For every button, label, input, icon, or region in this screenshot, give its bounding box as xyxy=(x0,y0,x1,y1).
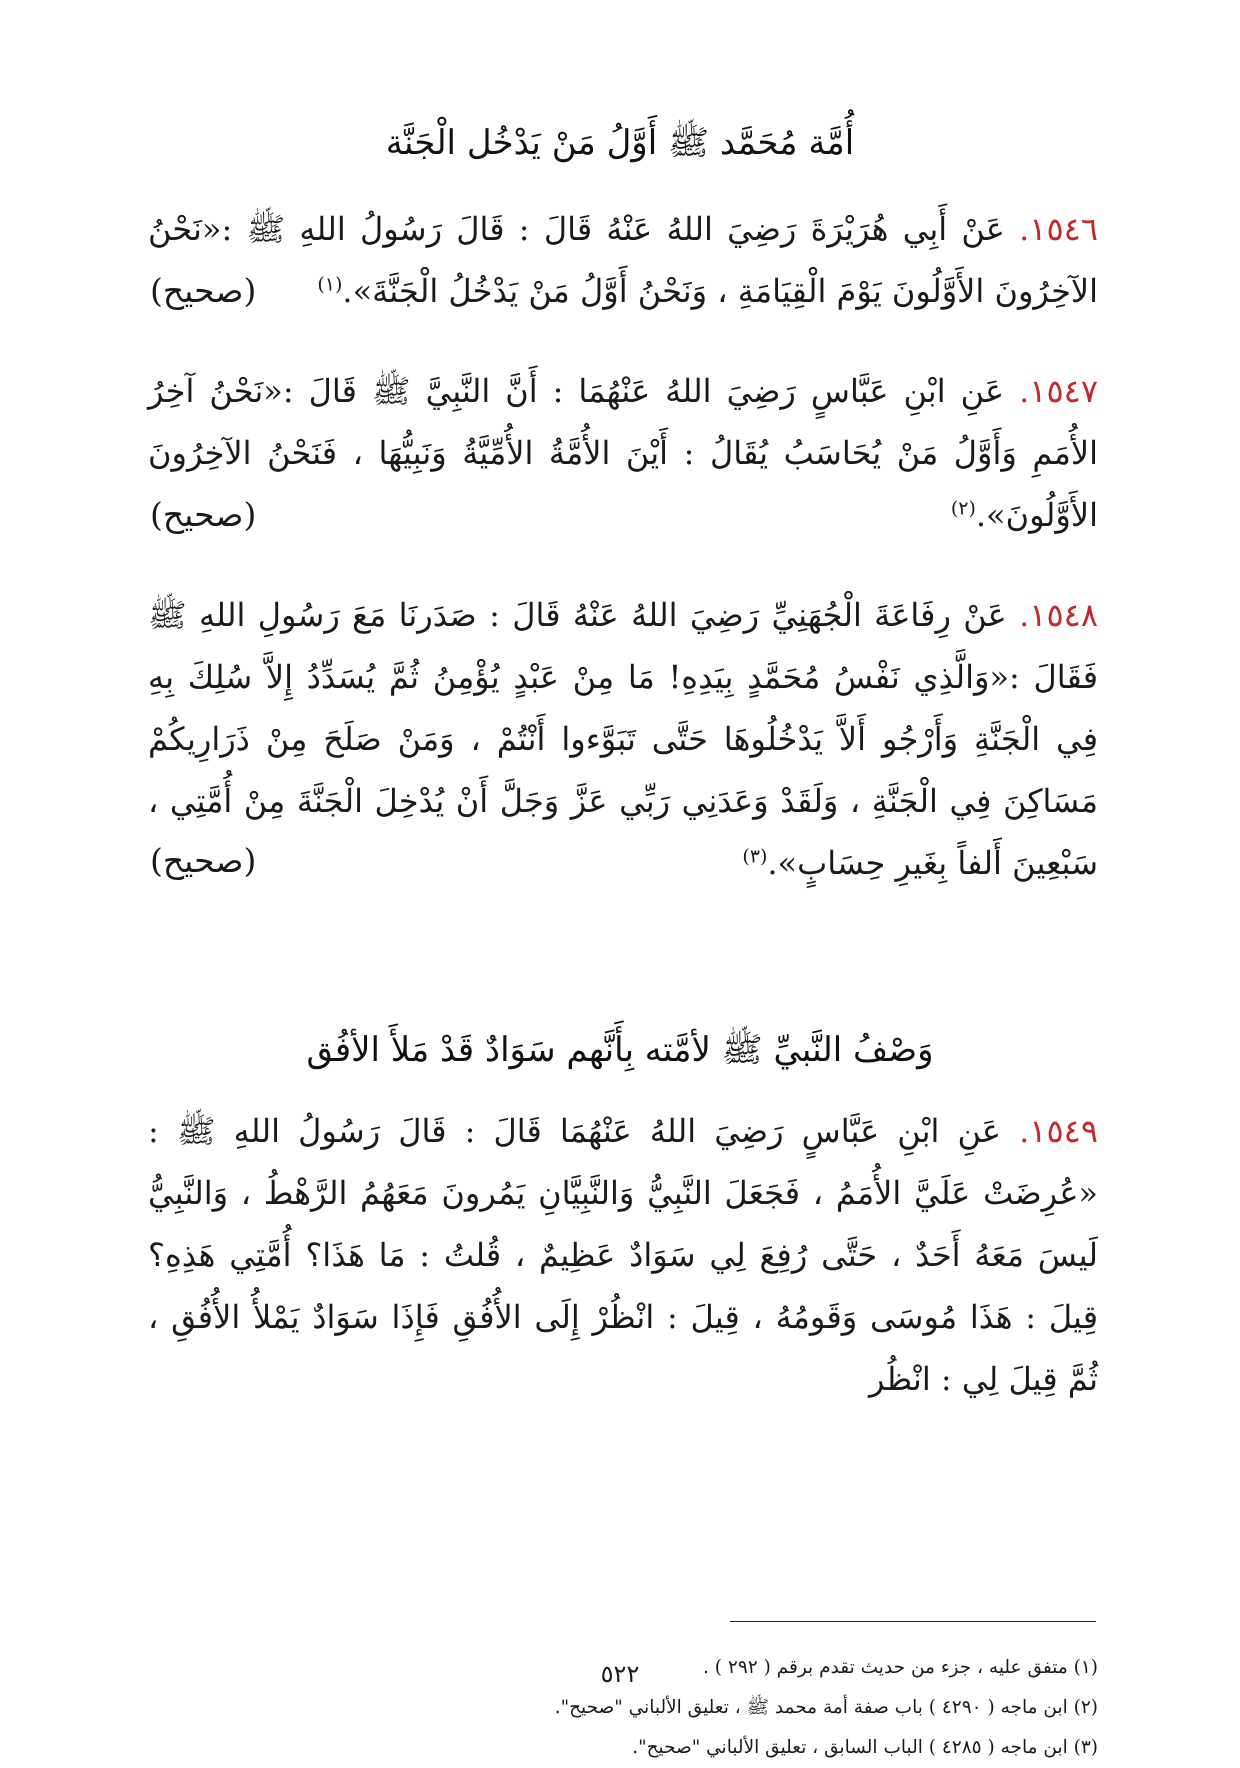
hadith-number: ١٥٤٩. xyxy=(1019,1112,1098,1150)
grade-label-1547: (صحيح) xyxy=(150,495,257,534)
hadith-1548 xyxy=(148,584,1098,894)
hadith-number: ١٥٤٦. xyxy=(1019,210,1099,248)
grade-label-1548: (صحيح) xyxy=(150,841,257,880)
footnote-1: (١) متفق عليه ، جزء من حديث تقدم برقم ( ٢٩٢ ) . xyxy=(703,1657,1098,1678)
hadith-text: عَنْ رِفَاعَةَ الْجُهَنِيِّ رَضِيَ اللهُ عَنْهُ قَالَ : صَدَرنَا مَعَ رَسُولِ اللهِ ﷺ فَقَالَ :«وَالَّذِي نَفْسُ مُحَمَّدٍ بِيَدِهِ! مَا مِنْ عَبْدٍ يُؤْمِنُ ثُمَّ يُسَدِّدُ إِلاَّ سُلِكَ بِهِ فِي الْجَنَّةِ وَأَرْجُو أَلاَّ يَدْخُلُوهَا حَتَّى تَبَوَّءوا أَنْتُمْ ، وَمَنْ صَلَحَ مِنْ ذَرَارِيكُمْ مَسَاكِنَ فِي الْجَنَّةِ ، وَلَقَدْ وَعَدَنِي رَبِّي عَزَّ وَجَلَّ أَنْ يُدْخِلَ الْجَنَّةَ مِنْ أُمَّتِي ، سَبْعِينَ أَلفاً بِغَيرِ حِسَابٍ». xyxy=(148,596,1099,882)
hadith-text: عَنْ أَبِي هُرَيْرَةَ رَضِيَ اللهُ عَنْهُ قَالَ : قَالَ رَسُولُ اللهِ ﷺ :«نَحْنُ الآخِرُونَ الأَوَّلُونَ يَوْمَ الْقِيَامَةِ ، وَنَحْنُ أَوَّلُ مَنْ يَدْخُلُ الْجَنَّةَ». xyxy=(148,210,1098,310)
section-heading-first: أُمَّة مُحَمَّد ﷺ أَوَّلُ مَنْ يَدْخُل الْجَنَّة xyxy=(385,123,855,163)
footnote-divider xyxy=(730,1621,1096,1622)
hadith-text: عَنِ ابْنِ عَبَّاسٍ رَضِيَ اللهُ عَنْهُمَا قَالَ : قَالَ رَسُولُ اللهِ ﷺ : «عُرِضَتْ عَلَيَّ الأُمَمُ ، فَجَعَلَ النَّبِيُّ وَالنَّبِيَّانِ يَمُرونَ مَعَهُمُ الرَّهْطُ ، وَالنَّبِيُّ لَيسَ مَعَهُ أَحَدٌ ، حَتَّى رُفِعَ لِي سَوَادٌ عَظِيمٌ ، قُلتُ : مَا هَذَا؟ أُمَّتِي هَذِهِ؟ قِيلَ : هَذَا مُوسَى وَقَومُهُ ، قِيلَ : انْظُرْ إِلَى الأُفُقِ فَإِذَا سَوَادٌ يَمْلأُ الأُفُقِ ، ثُمَّ قِيلَ لِي : انْظُر xyxy=(148,1112,1099,1398)
footnote-2: (٢) ابن ماجه ( ٤٢٩٠ ) باب صفة أمة محمد ﷺ ، تعليق الألباني "صحيح". xyxy=(554,1697,1098,1718)
hadith-number: ١٥٤٨. xyxy=(1019,596,1099,634)
footnote-ref: (٢) xyxy=(950,497,976,520)
footnote-ref: (١) xyxy=(317,273,343,296)
page-number: ٥٢٢ xyxy=(600,1660,640,1688)
grade-label-1546: (صحيح) xyxy=(150,271,257,310)
footnote-ref: (٣) xyxy=(742,845,768,868)
section-heading-second: وَصْفُ النَّبيِّ ﷺ لأمَّته بِأَنَّهم سَوَادٌ قَدْ مَلأَ الأفُق xyxy=(306,1030,934,1070)
footnote-3: (٣) ابن ماجه ( ٤٢٨٥ ) الباب السابق ، تعليق الألباني "صحيح". xyxy=(632,1737,1098,1758)
hadith-1546 xyxy=(148,198,1098,322)
hadith-1549 xyxy=(148,1100,1098,1410)
hadith-number: ١٥٤٧. xyxy=(1019,372,1099,410)
hadith-text: عَنِ ابْنِ عَبَّاسٍ رَضِيَ اللهُ عَنْهُمَا : أَنَّ النَّبِيَّ ﷺ قَالَ :«نَحْنُ آخِرُ الأُمَمِ وَأَوَّلُ مَنْ يُحَاسَبُ يُقَالُ : أَيْنَ الأُمَّةُ الأُمِّيَّةُ وَنَبِيُّهَا ، فَنَحْنُ الآخِرُونَ الأَوَّلُونَ». xyxy=(148,372,1098,534)
hadith-1547 xyxy=(148,360,1098,546)
